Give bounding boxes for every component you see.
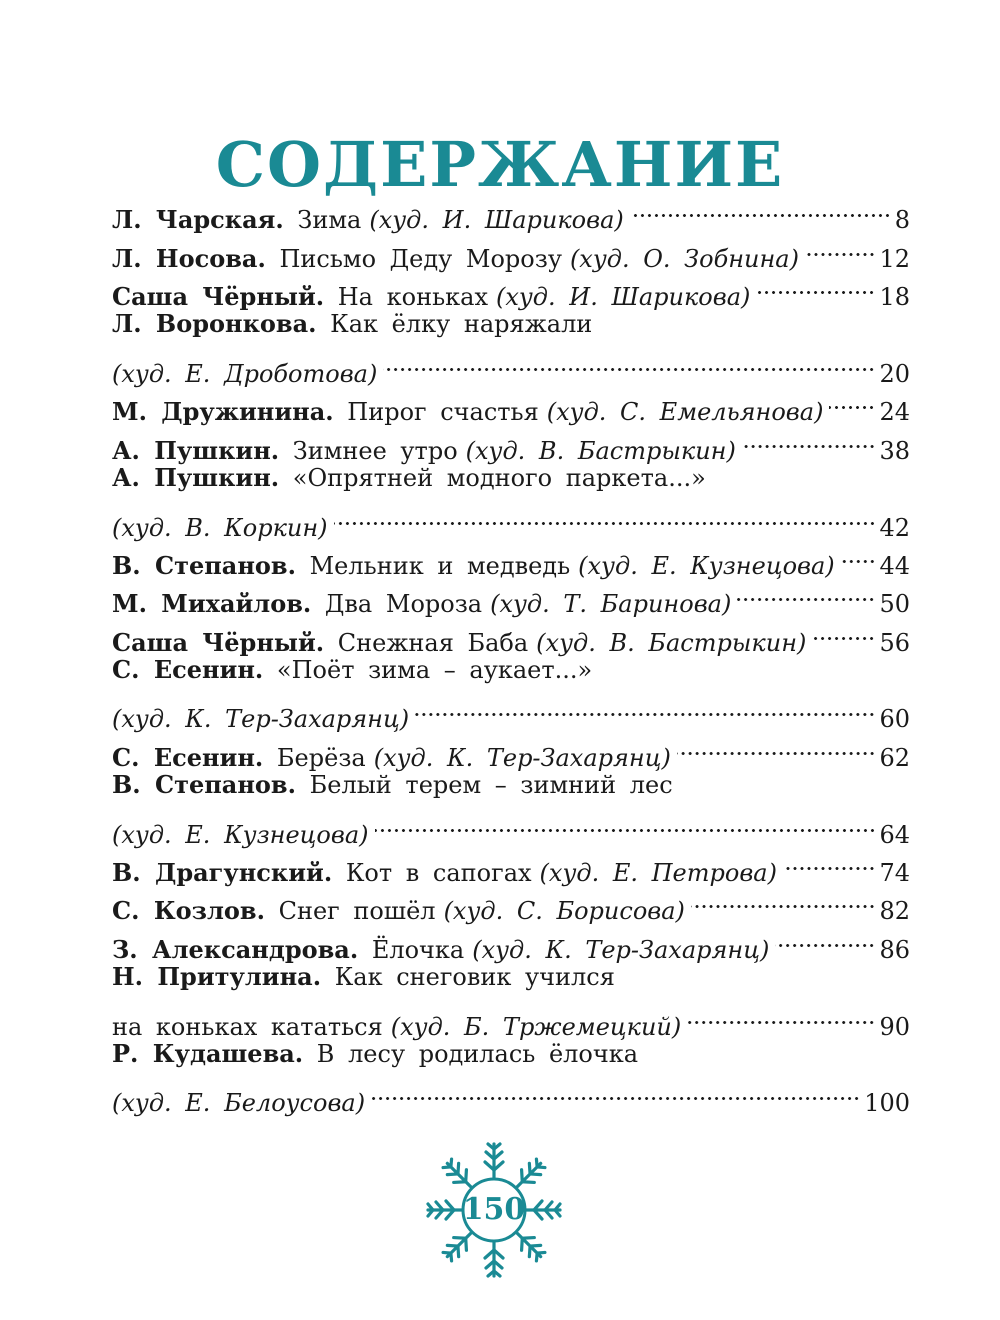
page-title: СОДЕРЖАНИЕ [215, 127, 785, 201]
toc-work-title: Зима [297, 206, 362, 235]
toc-page-number: 82 [879, 897, 910, 926]
toc-work-title: Берёза [276, 743, 366, 772]
toc-illustrator: (худ. К. Тер-Захарянц) [112, 705, 410, 734]
toc-work-title: Мельник и медведь [309, 551, 571, 580]
dot-leader [783, 843, 875, 881]
toc-illustrator: (худ. Т. Баринова) [490, 590, 732, 619]
dot-leader [383, 344, 875, 382]
toc-page-number: 62 [879, 743, 910, 772]
toc-page-number: 100 [864, 1089, 910, 1118]
toc-entry[interactable] [112, 766, 910, 804]
toc-work-title: Зимнее утро [292, 436, 458, 465]
toc-author: А. Пушкин. [112, 462, 280, 492]
toc-author: Саша Чёрный. [112, 627, 325, 657]
toc-illustrator: (худ. Б. Тржемецкий) [390, 1012, 682, 1041]
toc-illustrator: (худ. В. Бастрыкин) [536, 628, 807, 657]
toc-work-title: Как снеговик учился [334, 962, 615, 991]
toc-entry[interactable] [112, 459, 910, 497]
page-number-badge [424, 1140, 564, 1280]
dot-leader [841, 536, 876, 574]
toc-entry[interactable] [112, 1035, 910, 1073]
toc-page-number: 42 [879, 513, 910, 542]
toc-work-title: В лесу родилась ёлочка [316, 1039, 639, 1068]
toc-work-title: На коньках [337, 283, 488, 312]
toc-author: С. Есенин. [112, 654, 264, 684]
toc-page-number: 12 [879, 244, 910, 273]
toc-illustrator: (худ. И. Шарикова) [369, 206, 624, 235]
toc-page-number: 24 [879, 398, 910, 427]
toc-work-title: Ёлочка [371, 935, 465, 964]
toc-entry-continuation[interactable] [112, 804, 910, 849]
toc-illustrator: (худ. К. Тер-Захарянц) [472, 935, 770, 964]
toc-work-title: «Поёт зима – аукает...» [276, 655, 593, 684]
dot-leader [805, 228, 875, 266]
toc-page-number: 60 [879, 705, 910, 734]
toc-page-number: 90 [879, 1012, 910, 1041]
toc-illustrator: (худ. В. Коркин) [112, 513, 328, 542]
toc-entry[interactable] [112, 958, 910, 996]
toc-illustrator: (худ. С. Емельянова) [546, 398, 824, 427]
toc-page-number: 20 [879, 359, 910, 388]
toc-work-title: Кот в сапогах [345, 859, 532, 888]
toc-illustrator: (худ. Е. Петрова) [539, 859, 777, 888]
dot-leader [775, 919, 875, 957]
toc-work-title-continued: на коньках кататься [112, 1012, 383, 1041]
toc-author: А. Пушкин. [112, 435, 280, 465]
page-number: 150 [462, 1192, 526, 1227]
toc-work-title: «Опрятней модного паркета...» [292, 463, 706, 492]
dot-leader [812, 612, 875, 650]
toc-page-number: 18 [879, 283, 910, 312]
toc-author: С. Козлов. [112, 896, 265, 926]
toc-author: Л. Чарская. [112, 205, 284, 235]
toc-work-title: Белый терем – зимний лес [309, 770, 673, 799]
toc-page-number: 44 [879, 551, 910, 580]
toc-illustrator: (худ. О. Зобнина) [569, 244, 799, 273]
toc-work-title: Снежная Баба [337, 628, 529, 657]
dot-leader [742, 420, 876, 458]
dot-leader [415, 689, 875, 727]
dot-leader [630, 190, 891, 228]
toc-illustrator: (худ. В. Бастрыкин) [465, 436, 736, 465]
toc-page-number: 56 [879, 628, 910, 657]
toc-illustrator: (худ. Е. Кузнецова) [112, 820, 369, 849]
toc-author: М. Михайлов. [112, 589, 312, 619]
dot-leader [371, 1073, 860, 1111]
table-of-contents [112, 190, 910, 1118]
toc-illustrator: (худ. Е. Дроботова) [112, 359, 378, 388]
toc-author: Р. Кудашева. [112, 1038, 304, 1068]
toc-entry[interactable] [112, 305, 910, 343]
toc-page-number: 64 [879, 820, 910, 849]
toc-author: Н. Притулина. [112, 961, 322, 991]
toc-illustrator: (худ. С. Борисова) [443, 897, 685, 926]
toc-author: М. Дружинина. [112, 397, 334, 427]
toc-entry-continuation[interactable] [112, 1073, 910, 1118]
toc-author: З. Александрова. [112, 934, 359, 964]
toc-entry-continuation[interactable] [112, 996, 910, 1041]
toc-page-number: 38 [879, 436, 910, 465]
dot-leader [334, 497, 876, 535]
toc-author: Л. Воронкова. [112, 309, 317, 339]
toc-work-title: Как ёлку наряжали [330, 310, 593, 339]
dot-leader [687, 996, 875, 1034]
toc-page-number: 86 [879, 935, 910, 964]
toc-author: Саша Чёрный. [112, 282, 325, 312]
toc-entry-continuation[interactable] [112, 344, 910, 388]
toc-illustrator: (худ. Е. Белоусова) [112, 1089, 366, 1118]
toc-entry[interactable] [112, 190, 910, 235]
dot-leader [677, 727, 876, 765]
toc-work-title: Пирог счастья [347, 398, 539, 427]
toc-illustrator: (худ. Е. Кузнецова) [578, 551, 835, 580]
toc-author: В. Степанов. [112, 769, 296, 799]
toc-work-title: Снег пошёл [278, 897, 436, 926]
toc-entry-continuation[interactable] [112, 497, 910, 542]
dot-leader [829, 382, 875, 420]
toc-page-number: 8 [894, 206, 910, 235]
toc-work-title: Два Мороза [324, 590, 483, 619]
toc-work-title: Письмо Деду Морозу [279, 244, 562, 273]
toc-author: В. Степанов. [112, 550, 296, 580]
toc-entry-continuation[interactable] [112, 689, 910, 734]
toc-illustrator: (худ. К. Тер-Захарянц) [373, 743, 671, 772]
toc-page-number: 50 [879, 590, 910, 619]
dot-leader [737, 574, 875, 612]
dot-leader [691, 881, 876, 919]
dot-leader [375, 804, 876, 842]
toc-author: Л. Носова. [112, 243, 266, 273]
toc-author: С. Есенин. [112, 742, 264, 772]
toc-illustrator: (худ. И. Шарикова) [495, 283, 751, 312]
toc-page-number: 74 [879, 859, 910, 888]
toc-author: В. Драгунский. [112, 858, 333, 888]
dot-leader [756, 267, 875, 305]
